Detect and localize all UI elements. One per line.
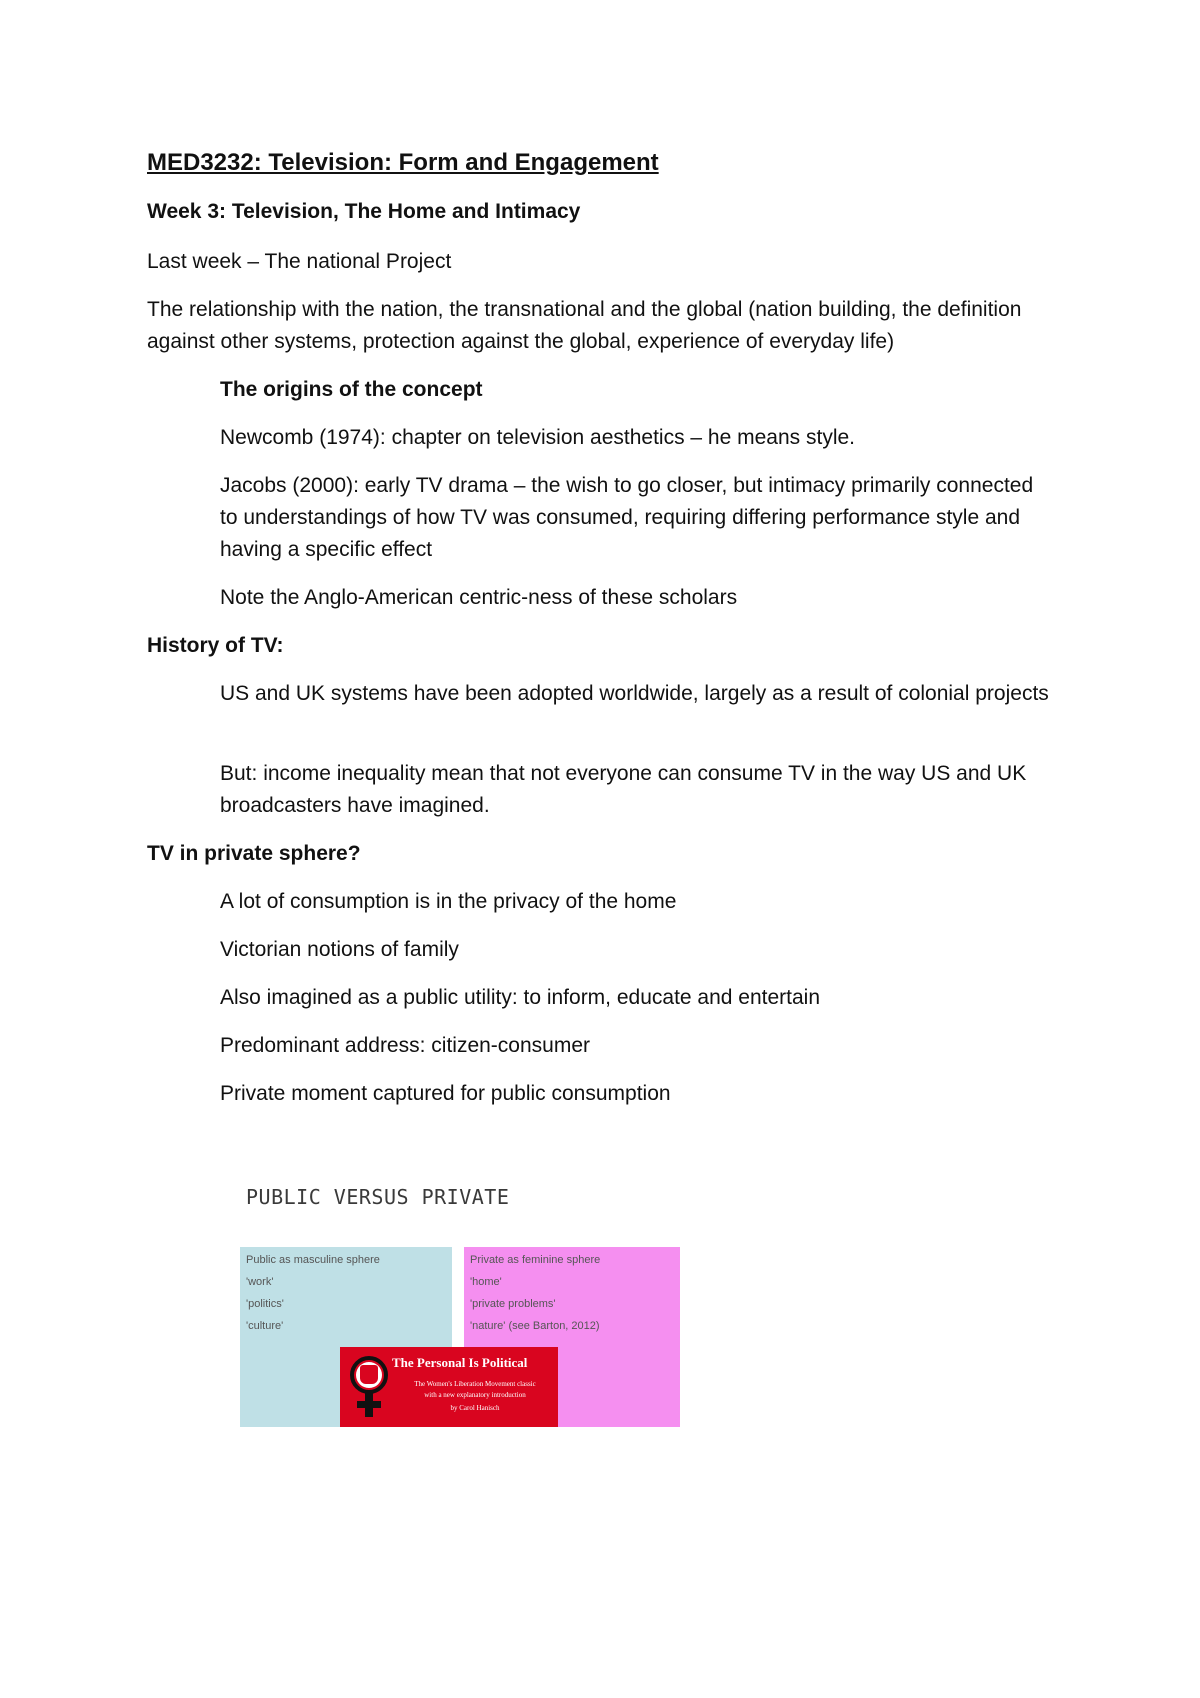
newcomb-paragraph: Newcomb (1974): chapter on television aesthetics – he means style. [220,426,855,449]
panel-line: 'work' [246,1276,274,1288]
origins-heading: The origins of the concept [220,378,483,401]
last-week-text: Last week – The national Project [147,250,452,273]
panel-line: 'private problems' [470,1298,556,1310]
book-cover-image [340,1347,558,1427]
week-heading: Week 3: Television, The Home and Intimacy [147,200,581,223]
private-item: Victorian notions of family [220,938,459,961]
book-subtitle: The Women's Liberation Movement classic [414,1380,536,1388]
note-paragraph: Note the Anglo-American centric-ness of these scholars [220,586,738,609]
panel-line: Private as feminine sphere [470,1254,601,1266]
panel-line: 'nature' (see Barton, 2012) [470,1320,600,1332]
panel-line: 'culture' [246,1320,284,1332]
slide-title: PUBLIC VERSUS PRIVATE [246,1185,510,1209]
jacobs-paragraph: Jacobs (2000): early TV drama – the wish to go closer, but intimacy primarily connected to understandings of how TV was consumed, requiring differing performance style and having a specific effect [220,474,1034,561]
history-paragraph-2: But: income inequality mean that not everyone can consume TV in the way US and UK broadcasters have imagined. [220,762,1027,817]
book-subtitle: with a new explanatory introduction [424,1391,526,1399]
public-versus-private-slide [240,1185,680,1435]
private-sphere-heading: TV in private sphere? [147,842,361,865]
document-title: MED3232: Television: Form and Engagement [147,149,659,176]
panel-line: Public as masculine sphere [246,1254,380,1266]
panel-line: 'home' [470,1276,502,1288]
history-paragraph-1: US and UK systems have been adopted worldwide, largely as a result of colonial projects [220,682,1049,705]
history-heading: History of TV: [147,634,284,657]
private-item: Also imagined as a public utility: to inform, educate and entertain [220,986,821,1009]
panel-line: 'politics' [246,1298,284,1310]
private-item: Predominant address: citizen-consumer [220,1034,591,1057]
book-title: The Personal Is Political [392,1355,528,1370]
private-item: Private moment captured for public consumption [220,1082,671,1105]
book-author: by Carol Hanisch [450,1404,500,1412]
relationship-paragraph: The relationship with the nation, the transnational and the global (nation building, the definition against other systems, protection against the global, experience of everyday life) [147,298,1022,353]
venus-fist-icon [348,1353,390,1421]
private-item: A lot of consumption is in the privacy of the home [220,890,677,913]
